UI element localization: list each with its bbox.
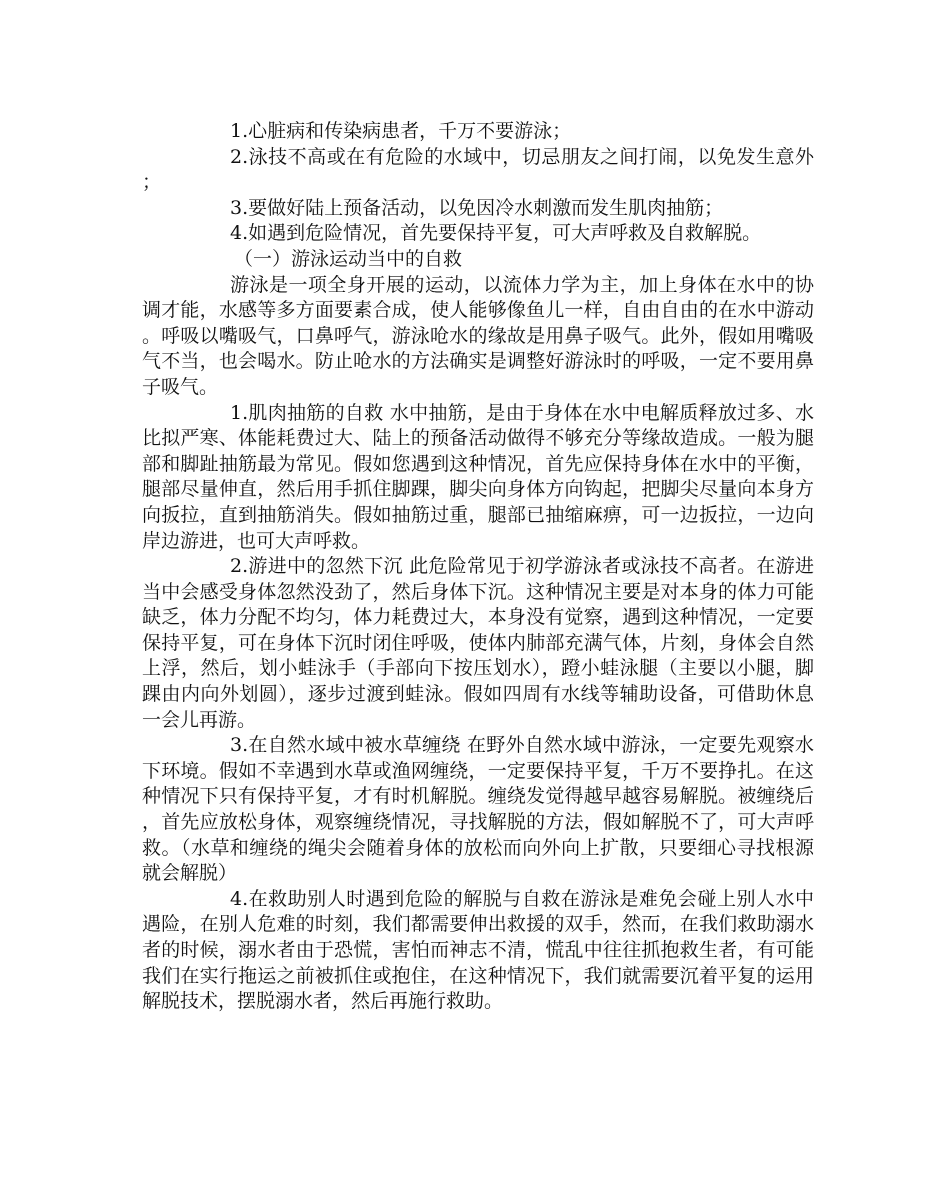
body-paragraph-rescue: 4.在救助别人时遇到危险的解脱与自救在游泳是难免会碰上别人水中遇险，在别人危难的时刻，我们都需要伸出救援的双手，然而，在我们救助溺水者的时候，溺水者由于恐慌，害怕而神志不清，慌乱中往往抓抱救生者，有可能我们在实行拖运之前被抓住或抱住，在这种情况下，我们就需要沉着平复的运用解脱技术，摆脱溺水者，然后再施行救助。 — [142, 887, 814, 1013]
intro-item-3: 3.要做好陆上预备活动，以免因冷水刺激而发生肌肉抽筋； — [230, 196, 724, 219]
section-heading: （一）游泳运动当中的自救 — [234, 247, 463, 270]
intro-item-4: 4.如遇到危险情况，首先要保持平复，可大声呼救及自救解脱。 — [230, 222, 762, 245]
intro-item-2: 2.泳技不高或在有危险的水域中，切忌朋友之间打闹，以免发生意外； — [142, 145, 814, 194]
intro-item-1: 1.心脏病和传染病患者，千万不要游泳； — [230, 120, 572, 142]
document-page — [142, 119, 814, 1015]
body-paragraph-swimming-intro: 游泳是一项全身开展的运动，以流体力学为主，加上身体在水中的协调才能，水感等多方面要素合成，使人能够像鱼儿一样，自由自由的在水中游动。呼吸以嘴吸气，口鼻呼气，游泳呛水的缘故是用鼻子吸气。此外，假如用嘴吸气不当，也会喝水。防止呛水的方法确实是调整好游泳时的呼吸，一定不要用鼻子吸气。 — [142, 273, 814, 398]
body-paragraph-cramp: 1.肌肉抽筋的自救 水中抽筋，是由于身体在水中电解质释放过多、水比拟严寒、体能耗费过大、陆上的预备活动做得不够充分等缘故造成。一般为腿部和脚趾抽筋最为常见。假如您遇到这种情况，首先应保持身体在水中的平衡，腿部尽量伸直，然后用手抓住脚踝，脚尖向身体方向钩起，把脚尖尽量向本身方向扳拉，直到抽筋消失。假如抽筋过重，腿部已抽缩麻痹，可一边扳拉，一边向岸边游进，也可大声呼救。 — [142, 401, 814, 552]
body-paragraph-sinking: 2.游进中的忽然下沉 此危险常见于初学游泳者或泳技不高者。在游进当中会感受身体忽然没劲了，然后身体下沉。这种情况主要是对本身的体力可能缺乏，体力分配不均匀，体力耗费过大，本身没有觉察，遇到这种情况，一定要保持平复，可在身体下沉时闭住呼吸，使体内肺部充满气体，片刻，身体会自然上浮，然后，划小蛙泳手（手部向下按压划水），蹬小蛙泳腿（主要以小腿，脚踝由内向外划圆），逐步过渡到蛙泳。假如四周有水线等辅助设备，可借助休息一会儿再游。 — [142, 555, 814, 731]
body-paragraph-weeds: 3.在自然水域中被水草缠绕 在野外自然水域中游泳，一定要先观察水下环境。假如不幸遇到水草或渔网缠绕，一定要保持平复，千万不要挣扎。在这种情况下只有保持平复，才有时机解脱。缠绕发觉得越早越容易解脱。被缠绕后，首先应放松身体，观察缠绕情况，寻找解脱的方法，假如解脱不了，可大声呼救。（水草和缠绕的绳尖会随着身体的放松而向外向上扩散，只要细心寻找根源就会解脱） — [142, 734, 814, 885]
